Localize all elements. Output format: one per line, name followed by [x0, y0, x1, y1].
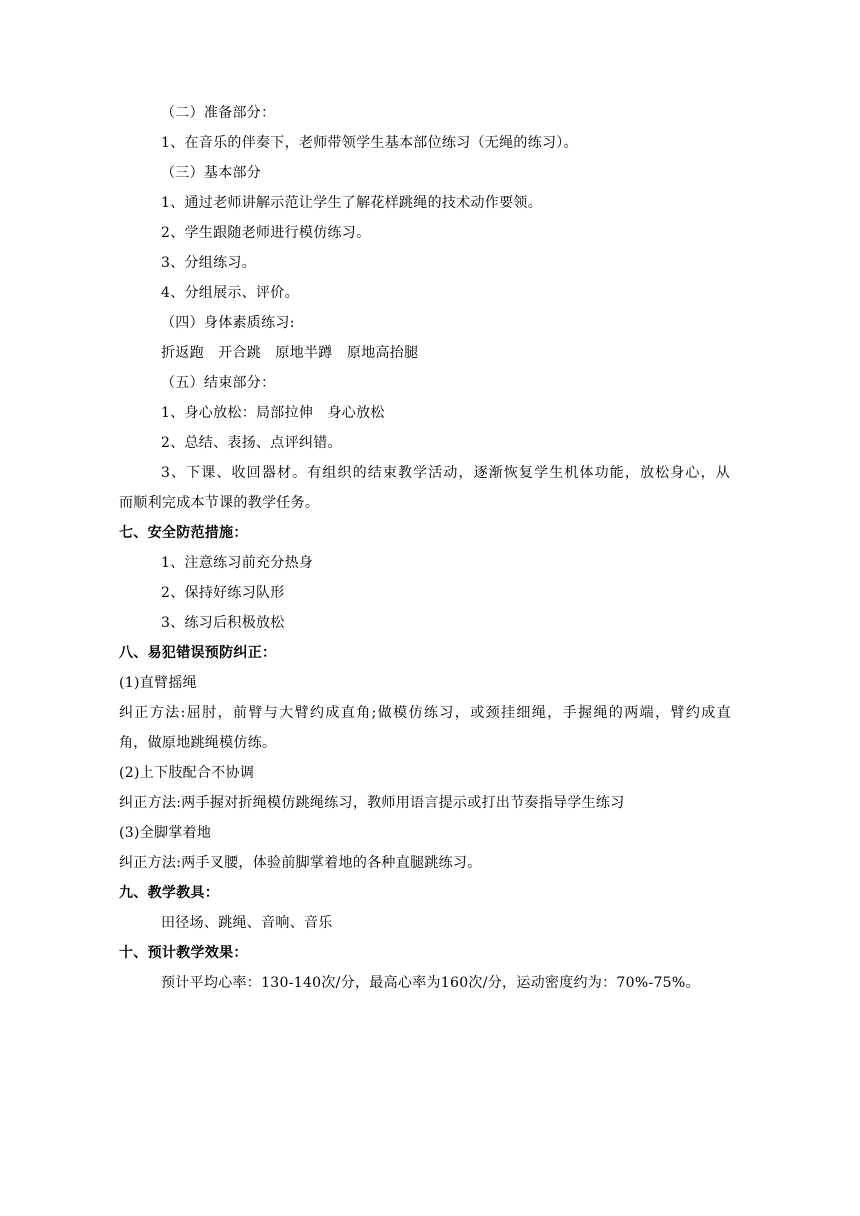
paragraph-line: 折返跑 开合跳 原地半蹲 原地高抬腿 — [161, 345, 419, 361]
heading-teaching-aids: 九、教学教具： — [119, 885, 220, 901]
heading-errors: 八、易犯错误预防纠正： — [119, 645, 277, 661]
heading-safety: 七、安全防范措施： — [119, 525, 248, 541]
error-item-title: (3)全脚掌着地 — [119, 825, 212, 841]
paragraph-line: 预计平均心率：130-140次/分，最高心率为160次/分，运动密度约为：70%-75%。 — [161, 975, 700, 991]
list-item: 1、注意练习前充分热身 — [161, 555, 314, 571]
section-heading-preparation: （二）准备部分： — [161, 105, 276, 121]
paragraph-line: 1、身心放松：局部拉伸 身心放松 — [161, 405, 385, 421]
paragraph-line: 1、通过老师讲解示范让学生了解花样跳绳的技术动作要领。 — [161, 195, 543, 211]
section-heading-basic: （三）基本部分 — [161, 165, 262, 181]
paragraph-line: 而顺利完成本节课的教学任务。 — [119, 495, 320, 511]
heading-expected-effect: 十、预计教学效果： — [119, 945, 248, 961]
paragraph-line: 4、分组展示、评价。 — [161, 285, 299, 301]
paragraph-line: 纠正方法:两手握对折绳模仿跳绳练习，教师用语言提示或打出节奏指导学生练习 — [119, 795, 625, 811]
paragraph-line: 田径场、跳绳、音响、音乐 — [161, 915, 333, 931]
paragraph-line: 纠正方法:两手叉腰，体验前脚掌着地的各种直腿跳练习。 — [119, 855, 482, 871]
paragraph-line: 角，做原地跳绳模仿练。 — [119, 735, 277, 751]
error-item-title: (2)上下肢配合不协调 — [119, 765, 255, 781]
list-item: 3、练习后积极放松 — [161, 615, 285, 631]
section-heading-ending: （五）结束部分： — [161, 375, 276, 391]
error-item-title: (1)直臂摇绳 — [119, 675, 197, 691]
paragraph-line: 1、在音乐的伴奏下，老师带领学生基本部位练习（无绳的练习）。 — [161, 135, 578, 151]
paragraph-line: 3、下课、收回器材。有组织的结束教学活动，逐渐恢复学生机体功能，放松身心，从 — [161, 465, 730, 481]
paragraph-line: 纠正方法:屈肘，前臂与大臂约成直角;做模仿练习，或颈挂细绳，手握绳的两端，臂约成直 — [119, 705, 731, 721]
paragraph-line: 2、总结、表扬、点评纠错。 — [161, 435, 342, 451]
section-heading-fitness: （四）身体素质练习: — [161, 315, 295, 331]
paragraph-line: 2、学生跟随老师进行模仿练习。 — [161, 225, 371, 241]
list-item: 2、保持好练习队形 — [161, 585, 285, 601]
paragraph-line: 3、分组练习。 — [161, 255, 257, 271]
